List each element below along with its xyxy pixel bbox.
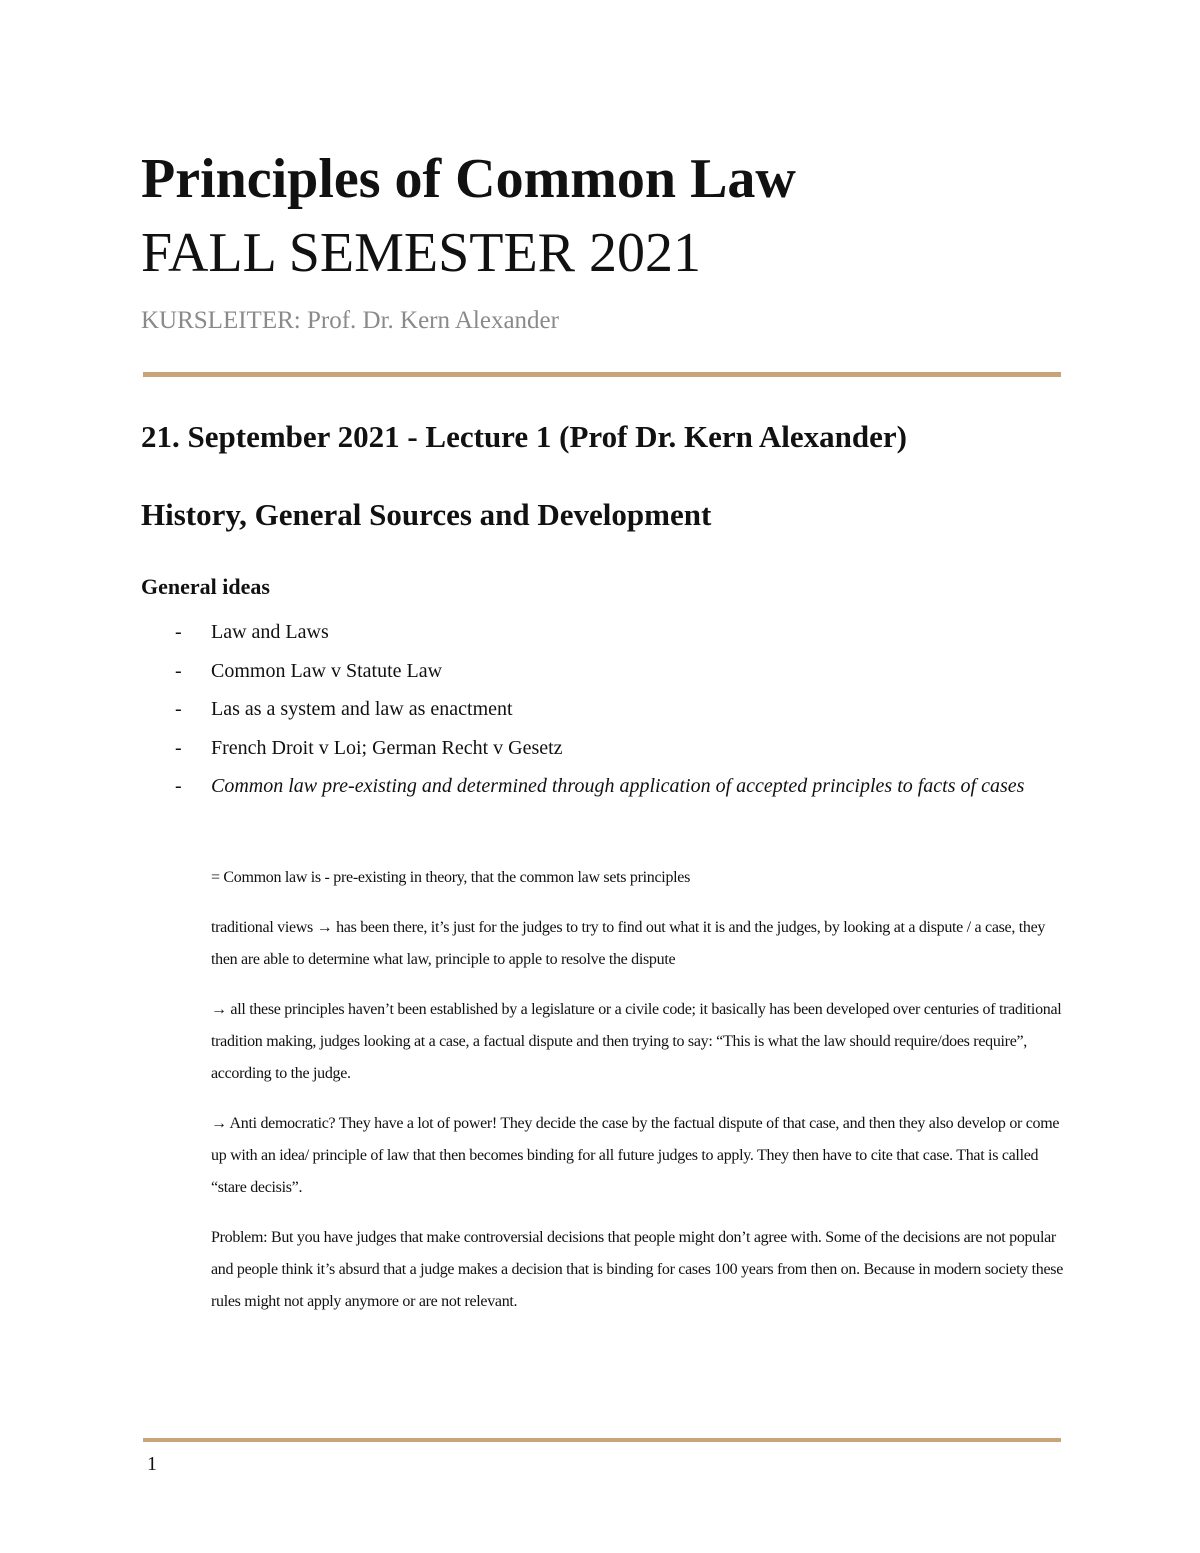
bullet-marker: - (175, 775, 182, 797)
list-item-text: Law and Laws (211, 621, 329, 643)
note-paragraph: traditional views → has been there, it’s just for the judges to try to find out what it is and the judges, by looking at a dispute / a case, they then are able to determine what law, principle to apple to resolve the dispute (211, 919, 1046, 968)
note-paragraph: → Anti democratic? They have a lot of power! They decide the case by the factual dispute of that case, and then they also develop or come up with an idea/ principle of law that then becomes binding for all future judges to apply. They then have to cite that case. That is called “stare decisis”. (211, 1115, 1060, 1196)
bullet-marker: - (175, 698, 182, 720)
list-item (0, 652, 1051, 691)
bullet-marker: - (175, 659, 182, 682)
header-divider (143, 372, 1061, 377)
general-ideas-list (0, 613, 1200, 806)
note-paragraph: Problem: But you have judges that make controversial decisions that people might don’t agree with. Some of the decisions are not popular and people think it’s absurd that a judge makes a decision that is binding for cases 100 years from then on. Because in modern society these rules might not apply anymore or are not relevant. (211, 1229, 1063, 1310)
document-title: Principles of Common Law (141, 148, 796, 210)
list-item-text: Common Law v Statute Law (211, 659, 443, 682)
footer-divider (143, 1438, 1061, 1442)
list-item-text: Las as a system and law as enactment (211, 698, 513, 720)
lecture-heading: 21. September 2021 - Lecture 1 (Prof Dr. Kern Alexander) (141, 419, 907, 454)
list-item (0, 729, 1051, 768)
page-number: 1 (147, 1453, 157, 1475)
note-paragraph: → all these principles haven’t been established by a legislature or a civile code; it basically has been developed over centuries of traditional tradition making, judges looking at a case, a factual dispute and then trying to say: “This is what the law should require/does require”, according to the judge. (211, 1001, 1062, 1082)
section-heading: History, General Sources and Development (141, 497, 712, 532)
list-item (0, 690, 1051, 729)
note-paragraph: = Common law is - pre-existing in theory, that the common law sets principles (211, 869, 691, 886)
document-subtitle: FALL SEMESTER 2021 (141, 222, 702, 284)
subsection-heading: General ideas (141, 574, 270, 599)
lecture-notes (211, 862, 1071, 1336)
course-instructor: KURSLEITER: Prof. Dr. Kern Alexander (141, 307, 559, 334)
list-item-text: Common law pre-existing and determined through application of accepted principles to facts of cases (211, 775, 1025, 797)
list-item-text: French Droit v Loi; German Recht v Gesetz (211, 736, 563, 759)
list-item (0, 613, 1051, 652)
list-item (0, 767, 1051, 806)
bullet-marker: - (175, 621, 182, 643)
bullet-marker: - (175, 736, 182, 759)
